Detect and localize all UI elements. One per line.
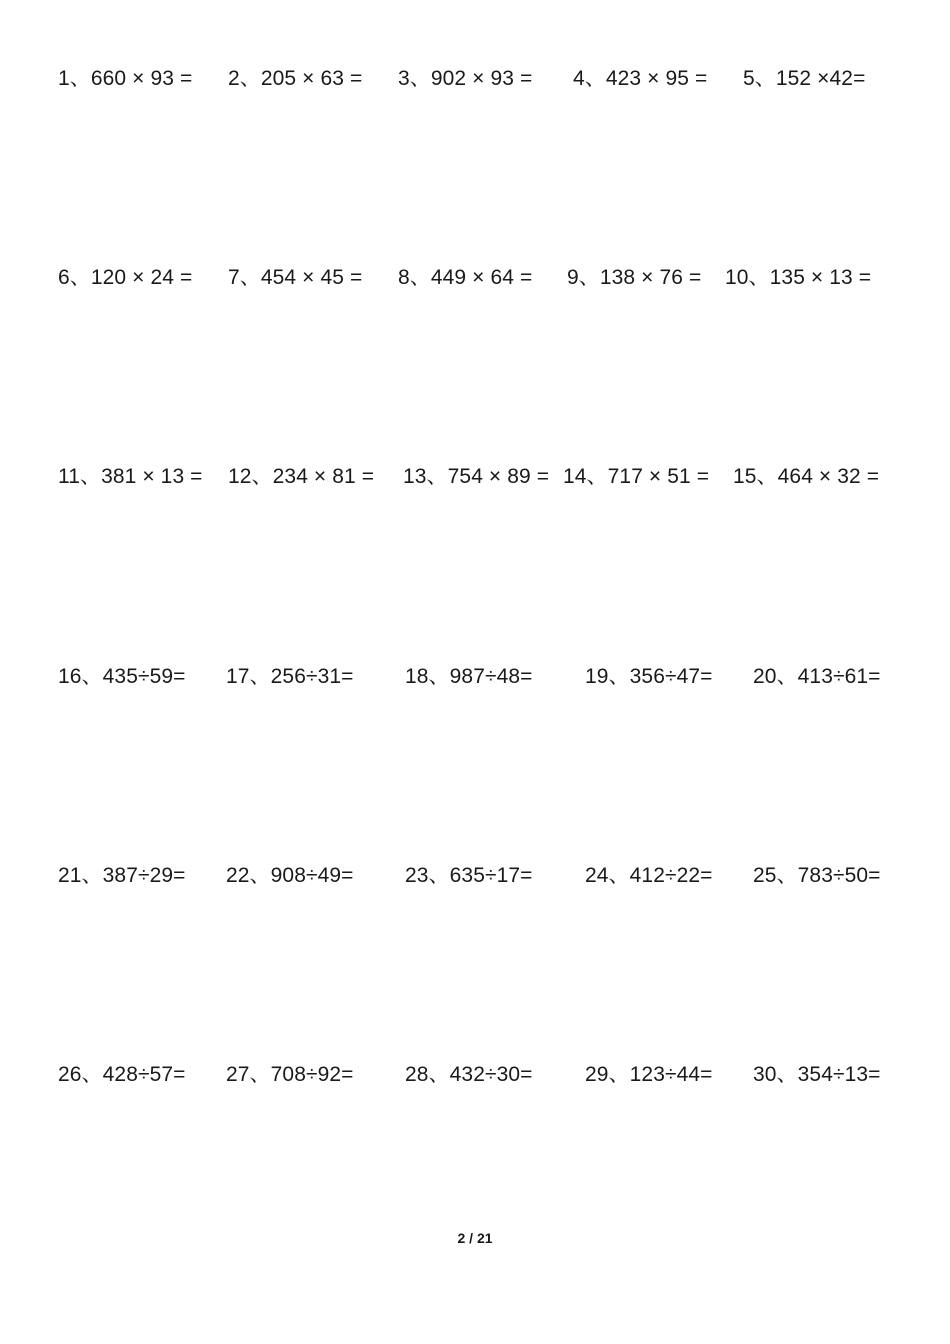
problem-row-2 [0, 263, 950, 293]
problem-25: 25、783÷50= [753, 864, 881, 887]
problem-11: 11、381 × 13 = [58, 465, 203, 488]
problem-3: 3、902 × 93 = [398, 67, 533, 90]
problem-30: 30、354÷13= [753, 1063, 881, 1086]
problem-4: 4、423 × 95 = [573, 67, 708, 90]
problem-18: 18、987÷48= [405, 665, 533, 688]
problem-row-4 [0, 662, 950, 692]
problem-24: 24、412÷22= [585, 864, 713, 887]
problem-6: 6、120 × 24 = [58, 266, 193, 289]
problem-9: 9、138 × 76 = [567, 266, 702, 289]
problem-16: 16、435÷59= [58, 665, 186, 688]
problem-1: 1、660 × 93 = [58, 67, 193, 90]
problem-22: 22、908÷49= [226, 864, 354, 887]
problem-row-5 [0, 861, 950, 891]
problem-7: 7、454 × 45 = [228, 266, 363, 289]
problem-10: 10、135 × 13 = [725, 266, 872, 289]
problem-5: 5、152 ×42= [743, 67, 866, 90]
problem-19: 19、356÷47= [585, 665, 713, 688]
page-number: 2 / 21 [457, 1230, 493, 1246]
problem-28: 28、432÷30= [405, 1063, 533, 1086]
problem-14: 14、717 × 51 = [563, 465, 710, 488]
problem-row-6 [0, 1060, 950, 1090]
problem-row-3 [0, 462, 950, 492]
problem-21: 21、387÷29= [58, 864, 186, 887]
problem-20: 20、413÷61= [753, 665, 881, 688]
problem-23: 23、635÷17= [405, 864, 533, 887]
problem-12: 12、234 × 81 = [228, 465, 375, 488]
problem-13: 13、754 × 89 = [403, 465, 550, 488]
problem-27: 27、708÷92= [226, 1063, 354, 1086]
problem-8: 8、449 × 64 = [398, 266, 533, 289]
problem-15: 15、464 × 32 = [733, 465, 880, 488]
problem-2: 2、205 × 63 = [228, 67, 363, 90]
problem-row-1 [0, 64, 950, 94]
problem-29: 29、123÷44= [585, 1063, 713, 1086]
problem-26: 26、428÷57= [58, 1063, 186, 1086]
problem-17: 17、256÷31= [226, 665, 354, 688]
